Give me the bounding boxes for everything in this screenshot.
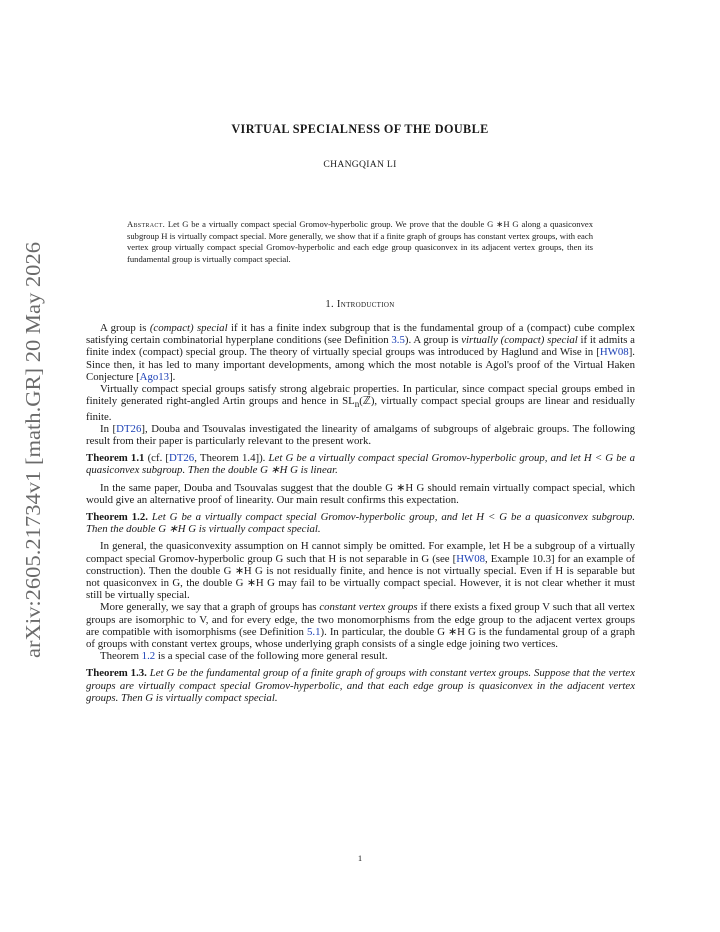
theorem-label: Theorem 1.1 xyxy=(86,452,145,465)
theorem-label: Theorem 1.3. xyxy=(86,667,147,680)
text-run: More generally, we say that a graph of groups has xyxy=(100,601,320,614)
paper-title: VIRTUAL SPECIALNESS OF THE DOUBLE xyxy=(231,122,489,136)
definition-link[interactable]: 5.1 xyxy=(306,625,321,638)
paragraph xyxy=(86,322,635,383)
text-run: In [ xyxy=(100,422,117,435)
text-run: Theorem xyxy=(100,650,142,663)
main-text xyxy=(86,322,635,709)
text-run: (ℤ), virtually compact special groups are linear and residually finite. xyxy=(86,395,635,423)
paragraph xyxy=(86,601,635,650)
emphasis: virtually (compact) special xyxy=(461,334,578,347)
paragraph xyxy=(86,540,635,601)
text-run: ], Douba and Tsouvalas investigated the linearity of amalgams of subgroups of algebraic groups. The following result from their paper is particularly relevant to the present work. xyxy=(86,422,635,447)
theorem-1-3 xyxy=(86,667,635,704)
citation-link[interactable]: DT26 xyxy=(169,452,195,465)
abstract-label: Abstract. xyxy=(127,219,166,229)
text-run: A group is xyxy=(100,322,150,334)
text-run: , Example 10.3] for an example of construction). Then the double G ∗H G is not residually finite, and hence is not virtually special. Even if H is separable but not quasiconvex in G, the double G ∗H G may fail to be virtually compact special. However, it is not clear whether it must still be virtually special. xyxy=(86,552,635,602)
theorem-statement: Let G be the fundamental group of a finite graph of groups with constant vertex groups. Suppose that the vertex groups are virtually compact special Gromov-hyperbolic, and that each edge group is quasiconvex in the adjacent vertex groups. Then G is virtually compact special. xyxy=(86,667,635,704)
text-run: ]. Since then, it has led to many important developments, among which the most notable is Agol's proof of the Virtual Haken Conjecture [ xyxy=(86,346,635,383)
arxiv-identifier-text: arXiv:2605.21734v1 [math.GR] 20 May 2026 xyxy=(21,261,45,658)
citation-link[interactable]: DT26 xyxy=(116,422,142,435)
paragraph: In the same paper, Douba and Tsouvalas suggest that the double G ∗H G should remain virtually compact special, which would give an alternative proof of linearity. Our main result confirms this expectation. xyxy=(86,481,635,506)
citation-link[interactable]: HW08 xyxy=(599,346,629,359)
theorem-statement: Let G be a virtually compact special Gromov-hyperbolic group, and let H < G be a quasiconvex subgroup. Then the double G ∗H G is linear. xyxy=(86,452,635,477)
subscript: n xyxy=(354,399,360,410)
text-run: Virtually compact special groups satisfy strong algebraic properties. In particular, since compact special groups embed in finitely generated right-angled Artin groups and hence in SL xyxy=(86,383,635,408)
theorem-1-2 xyxy=(86,511,635,535)
text-run: ]. xyxy=(169,370,176,383)
text-run: , Theorem 1.4]). xyxy=(194,452,266,465)
abstract xyxy=(127,219,593,265)
text-run: ). A group is xyxy=(404,334,462,347)
text-run: if it admits a finite index (compact) special group. The theory of virtually special groups was introduced by Haglund and Wise in [ xyxy=(86,334,635,359)
text-run: In general, the quasiconvexity assumption on H cannot simply be omitted. For example, let H be a subgroup of a virtually compact special Gromov-hyperbolic group G such that H is not separable in G (see [ xyxy=(86,540,635,565)
citation-link[interactable]: Ago13 xyxy=(139,370,170,383)
text-run: is a special case of the following more general result. xyxy=(155,650,388,663)
abstract-text: Let G be a virtually compact special Gromov-hyperbolic group. We prove that the double G ∗H G along a quasiconvex subgroup H is virtually compact special. More generally, we show that if a finite graph of groups has constant vertex groups, with each vertex group virtually compact special Gromov-hyperbolic and each edge group quasiconvex in its adjacent vertex groups, then its fundamental group is virtually compact special. xyxy=(127,219,594,264)
emphasis: (compact) special xyxy=(149,322,228,334)
theorem-link[interactable]: 1.2 xyxy=(141,650,156,663)
paragraph xyxy=(86,383,635,423)
emphasis: constant vertex groups xyxy=(319,601,418,614)
theorem-1-1 xyxy=(86,452,635,476)
definition-link[interactable]: 3.5 xyxy=(391,334,405,347)
text-run: if it has a finite index subgroup that is the fundamental group of a (compact) cube complex satisfying certain combinatorial hyperplane conditions (see Definition xyxy=(86,322,635,347)
paper-author: CHANGQIAN LI xyxy=(323,159,397,170)
text-run: ). In particular, the double G ∗H G is the fundamental group of a graph of groups with constant vertex groups, whose underlying graph consists of a single edge joining two vertices. xyxy=(86,625,635,651)
paragraph xyxy=(86,650,635,662)
page-number: 1 xyxy=(357,853,363,863)
text-run: if there exists a fixed group V such that all vertex groups are isomorphic to V, and for every edge, the two monomorphisms from the edge group to the adjacent vertex groups are compatible with isomorphisms (see Definition xyxy=(86,601,635,638)
text-run: (cf. [ xyxy=(144,452,170,465)
theorem-statement: Let G be a virtually compact special Gromov-hyperbolic group, and let H < G be a quasiconvex subgroup. Then the double G ∗H G is virtually compact special. xyxy=(86,511,635,536)
citation-link[interactable]: HW08 xyxy=(456,552,485,565)
section-heading: 1. Introduction xyxy=(325,299,395,310)
theorem-label: Theorem 1.2. xyxy=(86,511,148,523)
paragraph xyxy=(86,423,635,447)
